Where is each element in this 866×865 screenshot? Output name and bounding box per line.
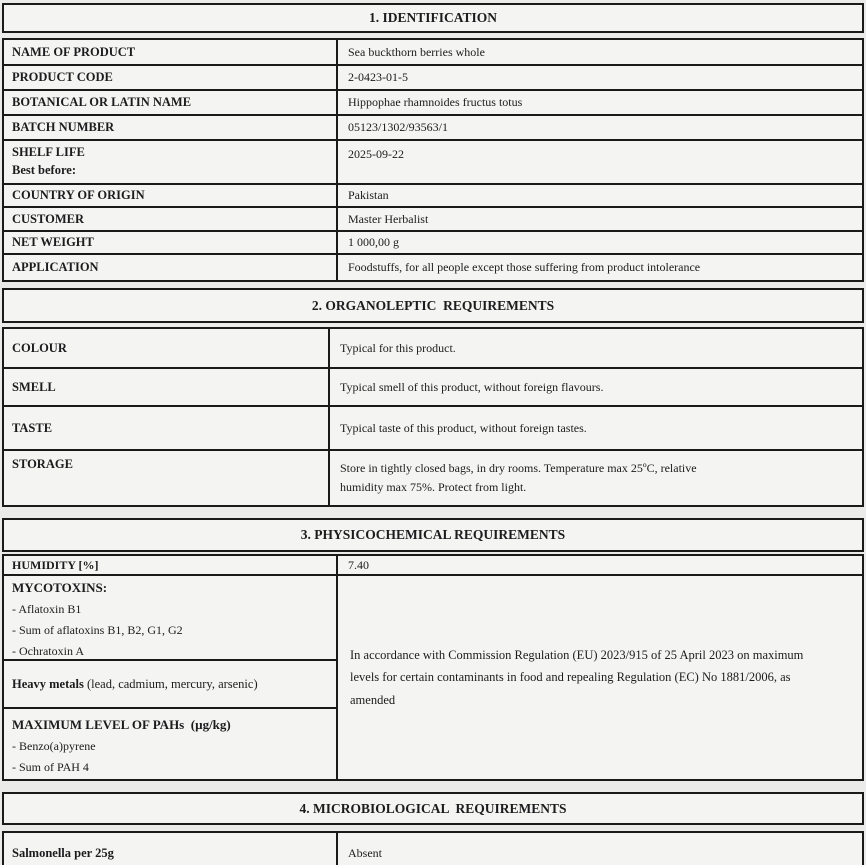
table-row [4,451,862,505]
row-label: COUNTRY OF ORIGIN [4,185,338,206]
table-row [4,232,862,255]
pahs-cell [4,709,336,775]
row-label: SMELL [4,369,330,405]
row-value: Typical smell of this product, without foreign flavours. [340,379,604,394]
humidity-label: HUMIDITY [%] [4,556,338,574]
table-row [4,255,862,280]
identification-table [2,38,864,282]
row-value: 1 000,00 g [348,235,399,250]
row-value: Foodstuffs, for all people except those suffering from product intolerance [348,260,701,275]
contaminants-merged-row [4,576,862,779]
table-row [4,329,862,369]
row-label: Salmonella per 25g [4,833,338,865]
table-row [4,369,862,407]
shelf-life-label: SHELF LIFE [12,145,85,159]
section-1-title: 1. IDENTIFICATION [368,10,498,25]
table-row [4,66,862,91]
section-3-title: 3. PHYSICOCHEMICAL REQUIREMENTS [300,527,566,542]
row-label: NET WEIGHT [4,232,338,253]
best-before-label: Best before: [12,163,76,177]
section-2-header [2,288,864,323]
table-row [4,91,862,116]
heavy-metals-detail: (lead, cadmium, mercury, arsenic) [83,676,258,691]
physicochemical-table [2,554,864,781]
row-label: NAME OF PRODUCT [4,40,338,64]
table-row [4,40,862,66]
row-value: Pakistan [348,188,389,203]
pahs-item: - Sum of PAH 4 [12,760,89,774]
row-value: Typical taste of this product, without foreign tastes. [340,420,587,435]
row-value: 05123/1302/93563/1 [348,120,449,135]
row-label: STORAGE [4,451,330,505]
table-row [4,833,862,865]
organoleptic-table [2,327,864,507]
row-value: Typical for this product. [340,340,456,355]
heavy-metals-cell [4,661,336,709]
table-row [4,185,862,208]
table-row [4,116,862,141]
mycotoxins-title: MYCOTOXINS: [12,580,108,595]
row-label [4,141,338,183]
row-label: BATCH NUMBER [4,116,338,139]
row-label: APPLICATION [4,255,338,280]
mycotoxin-item: - Ochratoxin A [12,644,84,658]
row-value: Hippophae rhamnoides fructus totus [348,95,523,110]
mycotoxin-item: - Sum of aflatoxins B1, B2, G1, G2 [12,623,183,637]
row-value: 2025-09-22 [348,147,404,161]
row-label: BOTANICAL OR LATIN NAME [4,91,338,114]
contaminants-left-column [4,576,338,779]
row-value: Sea buckthorn berries whole [348,44,485,59]
row-label: TASTE [4,407,330,449]
pahs-item: - Benzo(a)pyrene [12,739,96,753]
heavy-metals-title: Heavy metals [12,676,84,691]
section-4-header [2,792,864,825]
microbiological-table [2,831,864,865]
pahs-title: MAXIMUM LEVEL OF PAHs (µg/kg) [12,717,231,732]
section-1-header [2,3,864,33]
table-row [4,141,862,185]
row-label: PRODUCT CODE [4,66,338,89]
row-value: Absent [348,846,382,861]
mycotoxin-item: - Aflatoxin B1 [12,602,82,616]
row-value: Store in tightly closed bags, in dry rooms. Temperature max 25ºC, relative humidity max 75%. Protect from light. [340,461,697,494]
section-4-title: 4. MICROBIOLOGICAL REQUIREMENTS [299,800,567,816]
table-row [4,556,862,576]
humidity-value: 7.40 [348,557,369,572]
table-row [4,407,862,451]
row-label: CUSTOMER [4,208,338,230]
table-row [4,208,862,232]
section-3-header [2,518,864,552]
mycotoxins-cell [4,576,336,661]
regulation-text: In accordance with Commission Regulation (EU) 2023/915 of 25 April 2023 on maximum levels for certain contaminants in food and repealing Regulation (EC) No 1881/2006, as amended [350,647,804,707]
row-label: COLOUR [4,329,330,367]
row-value: Master Herbalist [348,211,429,226]
section-2-title: 2. ORGANOLEPTIC REQUIREMENTS [311,297,555,313]
row-value: 2-0423-01-5 [348,70,408,85]
